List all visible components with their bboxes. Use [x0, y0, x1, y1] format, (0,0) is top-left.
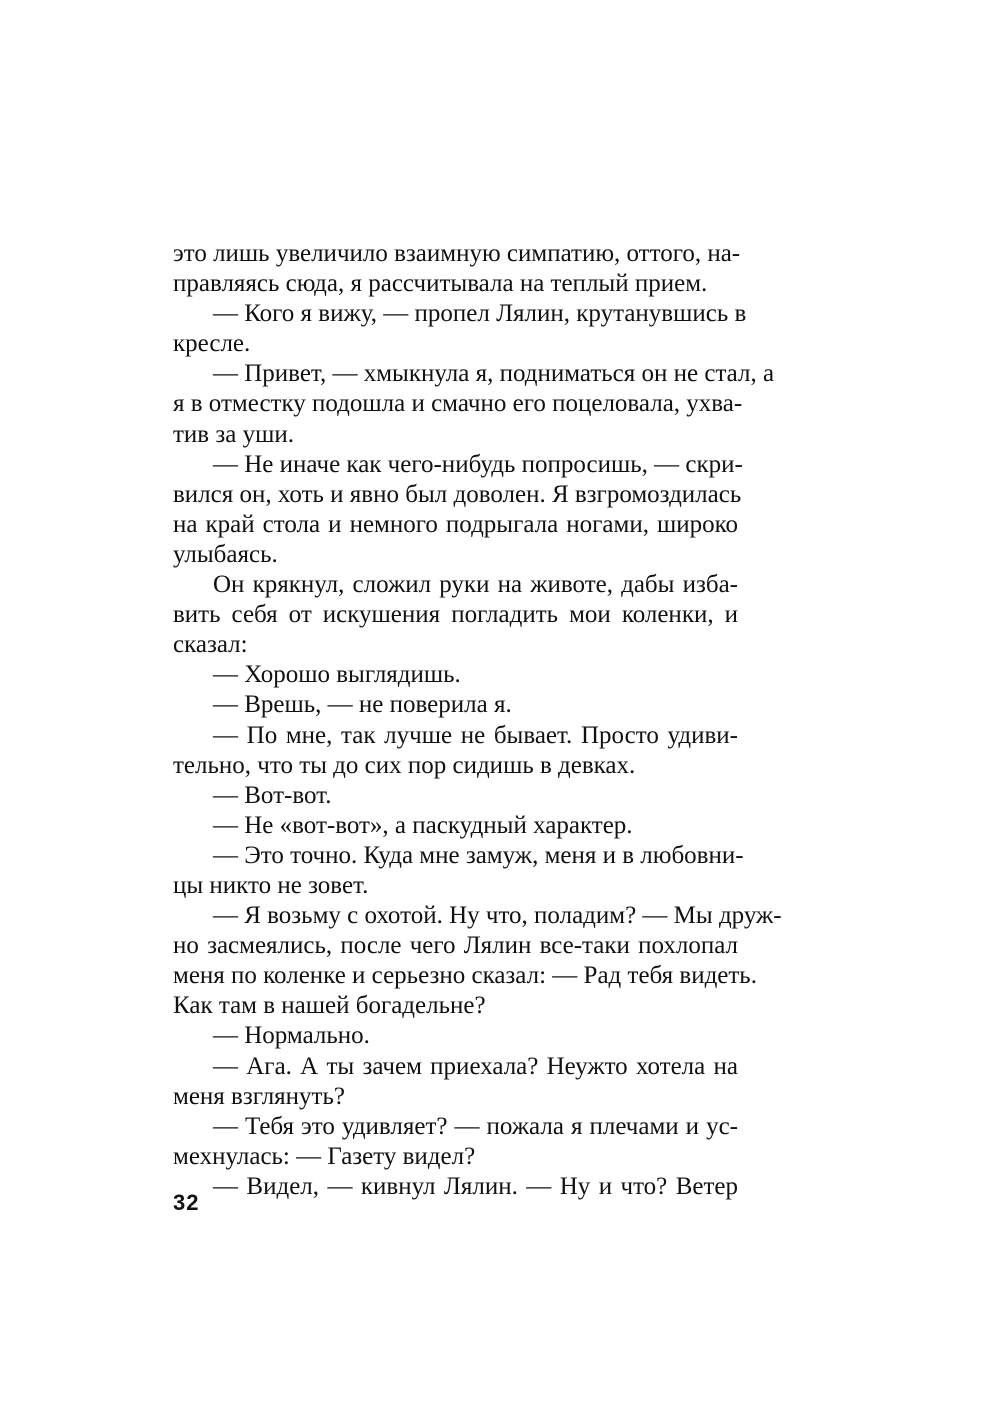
text-line: я в отместку подошла и смачно его поцеловала, ухва- — [173, 390, 743, 418]
text-line: — По мне, так лучше не бывает. Просто удиви- — [213, 721, 738, 749]
text-line: улыбаясь. — [173, 540, 278, 568]
text-line: но засмеялись, после чего Лялин все-таки похлопал — [173, 932, 738, 960]
text-line: — Вот-вот. — [213, 781, 332, 809]
text-line: кресле. — [173, 330, 251, 358]
text-line: вился он, хоть и явно был доволен. Я взгромоздилась — [173, 480, 742, 508]
text-line: цы никто не зовет. — [173, 871, 369, 899]
text-line: — Видел, — кивнул Лялин. — Ну и что? Ветер — [213, 1172, 738, 1200]
text-line: сказал: — [173, 631, 248, 659]
text-line: Он крякнул, сложил руки на животе, дабы изба- — [213, 571, 738, 599]
text-line: — Привет, — хмыкнула я, подниматься он не стал, а — [213, 360, 775, 388]
text-line: на край стола и немного подрыгала ногами, широко — [173, 510, 738, 538]
text-line: — Врешь, — не поверила я. — [213, 691, 512, 719]
text-line: — Это точно. Куда мне замуж, меня и в любовни- — [213, 841, 744, 869]
text-line: — Кого я вижу, — пропел Лялин, крутанувшись в — [213, 300, 747, 328]
text-line: — Хорошо выглядишь. — [213, 661, 461, 689]
text-line: — Тебя это удивляет? — пожала я плечами и ус- — [213, 1112, 738, 1140]
text-line: — Ага. А ты зачем приехала? Неужто хотела на — [213, 1052, 738, 1080]
text-line: — Не «вот-вот», а паскудный характер. — [213, 811, 633, 839]
text-line: мехнулась: — Газету видел? — [173, 1142, 476, 1170]
text-line: правляясь сюда, я рассчитывала на теплый прием. — [173, 270, 708, 298]
text-line: меня по коленке и серьезно сказал: — Рад тебя видеть. — [173, 962, 757, 990]
text-line: тельно, что ты до сих пор сидишь в девках. — [173, 751, 636, 779]
text-line: это лишь увеличило взаимную симпатию, оттого, на- — [173, 240, 741, 267]
text-line: Как там в нашей богадельне? — [173, 992, 486, 1020]
text-line: тив за уши. — [173, 420, 294, 448]
text-line: — Не иначе как чего-нибудь попросишь, — скри- — [213, 450, 743, 478]
body-text — [173, 239, 782, 1202]
text-line: вить себя от искушения погладить мои коленки, и — [173, 601, 738, 629]
text-line: — Я возьму с охотой. Ну что, поладим? — Мы друж- — [213, 902, 782, 930]
text-line: меня взглянуть? — [173, 1082, 345, 1110]
page-number: 32 — [173, 1190, 200, 1215]
text-line: — Нормально. — [213, 1022, 370, 1050]
